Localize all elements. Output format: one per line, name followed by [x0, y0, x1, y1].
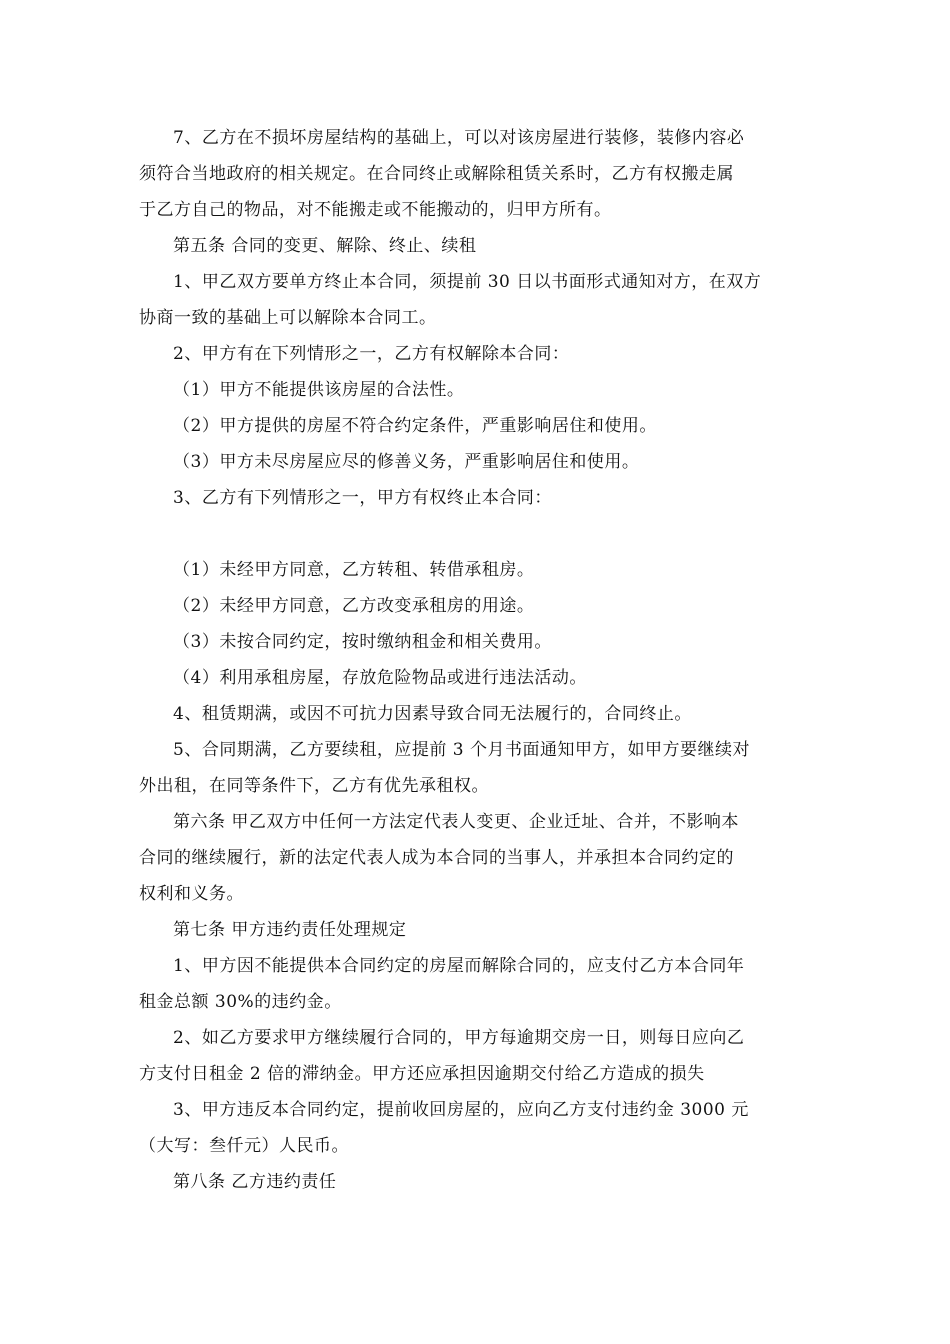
- list-item: （1）未经甲方同意，乙方转租、转借承租房。: [173, 560, 535, 580]
- paragraph-line: 于乙方自己的物品，对不能搬走或不能搬动的，归甲方所有。: [139, 200, 612, 220]
- list-item: （2）未经甲方同意，乙方改变承租房的用途。: [173, 596, 535, 616]
- list-item: （1）甲方不能提供该房屋的合法性。: [173, 380, 465, 400]
- section-heading: 第八条 乙方违约责任: [173, 1172, 337, 1192]
- paragraph-line: （大写：叁仟元）人民币。: [139, 1136, 349, 1156]
- paragraph-line: 5、合同期满，乙方要续租，应提前 3 个月书面通知甲方，如甲方要继续对: [173, 740, 750, 760]
- paragraph-line: 外出租，在同等条件下，乙方有优先承租权。: [139, 776, 489, 796]
- section-heading: 第七条 甲方违约责任处理规定: [173, 920, 407, 940]
- list-item: （2）甲方提供的房屋不符合约定条件，严重影响居住和使用。: [173, 416, 657, 436]
- paragraph-line: 3、乙方有下列情形之一，甲方有权终止本合同：: [173, 488, 552, 508]
- list-item: （3）甲方未尽房屋应尽的修善义务，严重影响居住和使用。: [173, 452, 640, 472]
- paragraph-line: 1、甲方因不能提供本合同约定的房屋而解除合同的，应支付乙方本合同年: [173, 956, 745, 976]
- blank-line: [139, 516, 819, 552]
- paragraph-line: 2、甲方有在下列情形之一，乙方有权解除本合同：: [173, 344, 570, 364]
- paragraph-line: 4、租赁期满，或因不可抗力因素导致合同无法履行的，合同终止。: [173, 704, 692, 724]
- paragraph-line: 1、甲乙双方要单方终止本合同，须提前 30 日以书面形式通知对方，在双方: [173, 272, 762, 292]
- paragraph-line: 7、乙方在不损坏房屋结构的基础上，可以对该房屋进行装修，装修内容必: [173, 128, 745, 148]
- paragraph-line: 租金总额 30%的违约金。: [139, 992, 342, 1012]
- paragraph-line: 须符合当地政府的相关规定。在合同终止或解除租赁关系时，乙方有权搬走属: [139, 164, 734, 184]
- paragraph-line: 协商一致的基础上可以解除本合同工。: [139, 308, 437, 328]
- paragraph-line: 权利和义务。: [139, 884, 244, 904]
- list-item: （3）未按合同约定，按时缴纳租金和相关费用。: [173, 632, 552, 652]
- paragraph-line: 方支付日租金 2 倍的滞纳金。甲方还应承担因逾期交付给乙方造成的损失: [139, 1064, 705, 1084]
- paragraph-line: 3、甲方违反本合同约定，提前收回房屋的，应向乙方支付违约金 3000 元: [173, 1100, 749, 1120]
- section-heading: 第六条 甲乙双方中任何一方法定代表人变更、企业迁址、合并，不影响本: [173, 812, 739, 832]
- list-item: （4）利用承租房屋，存放危险物品或进行违法活动。: [173, 668, 587, 688]
- paragraph-line: 合同的继续履行，新的法定代表人成为本合同的当事人，并承担本合同约定的: [139, 848, 734, 868]
- document-body: [139, 120, 819, 1200]
- section-heading: 第五条 合同的变更、解除、终止、续租: [173, 236, 477, 256]
- paragraph-line: 2、如乙方要求甲方继续履行合同的，甲方每逾期交房一日，则每日应向乙: [173, 1028, 745, 1048]
